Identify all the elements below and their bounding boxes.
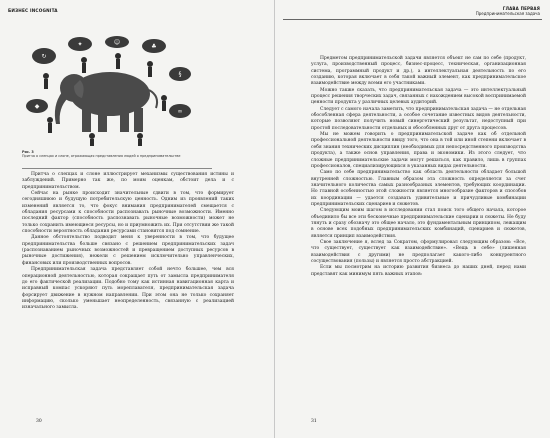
paragraph: Само по себе предпринимательство как область деятельности обладает большой внутренней сложностью. Главным образом эта сложность определяется за счет значительного количества самых разнообразных элементов, требующих координации. Но главной особенностью этой сложности является многообразие факторов и способов их координации — удается создавать удивительные и причудливые комбинации предпринимательских сценариев и сюжетов. — [311, 170, 526, 207]
chapter-label: ГЛАВА ПЕРВАЯ — [502, 6, 540, 11]
paragraph: Следующим моим шагом в исследовании стал поиск того общего начала, которое объединило бы все эти бесконечные предпринимательские сценарии и сюжеты. Не буду тянуть и сразу обозначу это общее начало, это фундаментальным принципом, лежащим в основе всех подобных предпринимательских комбинаций, сценариев и сюжетов, является принцип взаимодействия. — [311, 208, 526, 239]
paragraph: Предметом предпринимательской задачи является объект не сам по себе (продукт, услуга, производственный процесс, бизнес-процесс, техническая, организационная система, программный продукт и др.), а интеллектуальная деятельность по его созданию, которая включает в себя такой важный элемент, как предпринимательское взаимодействие между всеми его участниками. — [311, 56, 526, 87]
figure-caption — [22, 150, 182, 159]
elephant-illustration — [22, 36, 197, 146]
svg-text:☺: ☺ — [113, 39, 121, 46]
running-head — [476, 6, 540, 17]
paragraph: Притча о слепцах и слоне иллюстрирует механизмы существования истины и заблуждений. Примерно так же, по моим оценкам, обстоит дела и с предпринимательством. — [22, 172, 234, 190]
paragraph: Следует с самого начала заметить, что предпринимательская задача — не отдельная обособленная сфера деятельности, а особое сочетание известных видов деятельности, которые позволяют получить новый синергетический результат, недоступный при простой последовательности отдельных и обособленных друг от друга процессов. — [311, 106, 526, 131]
header-rule — [283, 19, 542, 20]
svg-text:§: § — [178, 71, 182, 78]
svg-text:✦: ✦ — [77, 41, 83, 48]
figure-caption-label: Рис. 3 — [22, 150, 34, 154]
caption-rule — [22, 168, 212, 169]
paragraph: Данное обстоятельство подводит меня к уверенности в том, что будущее предпринимательства больше связано с решением предпринимательских задач (распознаванием рыночных возможностей и превращением доступных ресурсов в рыночные достижения), нежели с решением исключительно управленческих, финансовых или производственных вопросов. — [22, 235, 234, 266]
right-page — [275, 0, 550, 438]
paragraph: Сейчас на рынке происходит значительные сдвиги в том, что формирует сегодняшнюю и будущую потребительскую ценность. Одним из проявлений таких изменений является то, что фокус внимания предпринимателей смещается с обладания ресурсами к способности распознавать рыночные возможности. Именно последний фактор (способность распознавать рыночные возможности) может не только сохранить имеющиеся ресурсы, но и приумножить их. При отсутствии же такой способности вероятность обладания ресурсами становится под сомнение. — [22, 191, 234, 235]
svg-text:↻: ↻ — [41, 53, 47, 60]
blind-man-figure — [81, 57, 87, 73]
left-body-text — [22, 172, 234, 312]
paragraph: Можно также сказать, что предпринимательская задача — это интеллектуальный процесс решения творческих задач, связанных с нахождением высокой воспринимаемой ценности продукта у различных целевых аудиторий. — [311, 87, 526, 106]
paragraph: Свое заключение я, вслед за Сократом, сформулировал следующим образом: «Все, что существует, существует как взаимодействие». «Вещь в себе» (лишенная взаимодействия с другими) не предполагает какого-либо конкурентного сосуществования (пользы) и является просто абстракцией. — [311, 239, 526, 264]
paragraph: Если мы посмотрим на историю развития бизнеса до наших дней, перед нами представят как минимум пять важных этапов: — [311, 265, 526, 277]
blind-man-figure — [47, 117, 53, 133]
right-body-text — [311, 56, 526, 278]
svg-text:◆: ◆ — [34, 103, 40, 110]
blind-man-figure — [115, 53, 121, 69]
paragraph: Мы не можем говорить о предпринимательской задаче как об отдельной профессиональной деятельности ввиду того, что она в той или иной степени включает в себя знания технических дисциплин (необходимых для непосредственного производства продукта), а также основ управления, права и экономики. Из этого следует, что сложные предпринимательские задачи могут решаться, как правило, лишь в группах профессионалов, специализирующихся в указанных видах деятельности. — [311, 132, 526, 169]
blind-man-figure — [147, 61, 153, 77]
blind-man-figure — [89, 133, 95, 146]
paragraph: Предпринимательская задача представляет собой нечто большее, чем вся операционной деятельностью, которая сокращает путь от замысла предпринимателя до его фактической реализации. Подобно тому как истинная навигационная карта и исправный компас ускоряют путь мореплавателя, предпринимательская задача форсирует движение в нужном направлении. При этом она не только сохраняет информацию, сколько уменьшает неопределенность, связанную с реализацией изначального замысла. — [22, 267, 234, 311]
svg-text:♣: ♣ — [151, 43, 157, 50]
page-number: 30 — [36, 419, 42, 424]
figure-caption-text: Притча о слепцах и слоне, отражающая представления людей о предпринимательстве — [22, 154, 181, 159]
running-head: БИЗНЕС INCOGNITA — [8, 8, 58, 13]
blind-man-figure — [161, 95, 167, 111]
blind-man-figure — [137, 133, 143, 146]
blind-man-figure — [43, 73, 49, 89]
page-number: 31 — [311, 419, 317, 424]
svg-text:∞: ∞ — [177, 108, 183, 115]
chapter-title: Предпринимательская задача — [475, 11, 540, 17]
